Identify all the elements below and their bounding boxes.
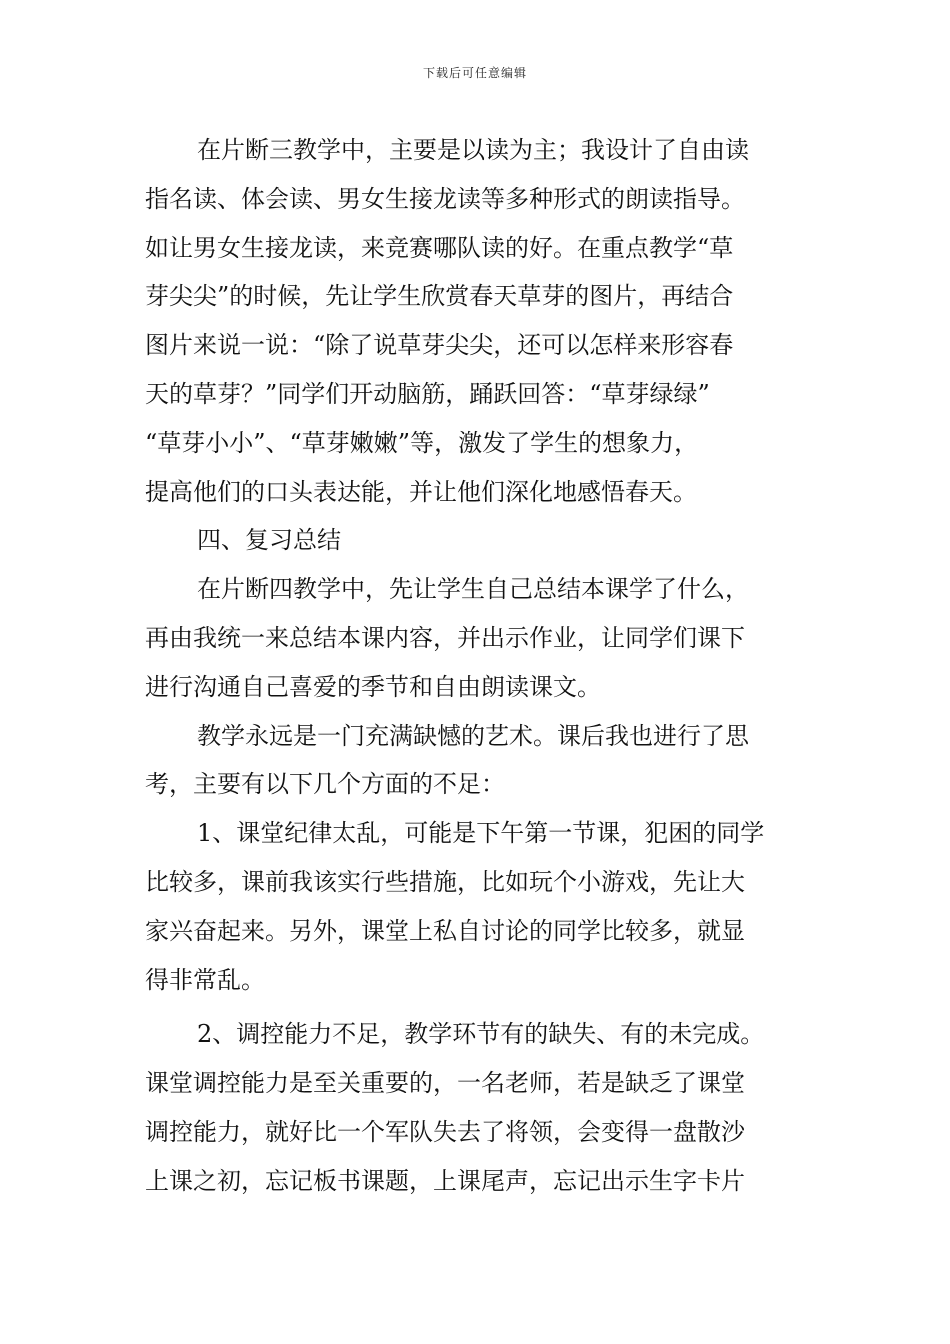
text-line: 比较多，课前我该实行些措施，比如玩个小游戏，先让大	[145, 867, 745, 896]
text-line: 家兴奋起来。另外，课堂上私自讨论的同学比较多，就显	[145, 916, 745, 945]
text-line: 芽尖尖”的时候，先让学生欣赏春天草芽的图片，再结合	[145, 282, 734, 311]
text-line: 上课之初，忘记板书课题，上课尾声，忘记出示生字卡片	[145, 1166, 745, 1195]
text-line: 指名读、体会读、男女生接龙读等多种形式的朗读指导。	[145, 184, 745, 213]
text-line: 调控能力，就好比一个军队失去了将领，会变得一盘散沙	[145, 1117, 745, 1146]
text-line: 教学永远是一门充满缺憾的艺术。课后我也进行了思	[197, 721, 749, 750]
text-line: 图片来说一说：“除了说草芽尖尖，还可以怎样来形容春	[145, 331, 734, 360]
section-heading: 四、复习总结	[197, 526, 341, 555]
text-line: 2、调控能力不足，教学环节有的缺失、有的未完成。	[197, 1020, 765, 1049]
text-line: 在片断四教学中，先让学生自己总结本课学了什么，	[197, 575, 749, 604]
text-line: 再由我统一来总结本课内容，并出示作业，让同学们课下	[145, 623, 745, 652]
text-line: 天的草芽？”同学们开动脑筋，踊跃回答：“草芽绿绿”	[145, 379, 710, 408]
text-line: 1、课堂纪律太乱，可能是下午第一节课，犯困的同学	[197, 819, 765, 848]
text-line: 如让男女生接龙读，来竞赛哪队读的好。在重点教学“草	[145, 233, 734, 262]
text-line: 考，主要有以下几个方面的不足：	[145, 770, 505, 799]
text-line: 提高他们的口头表达能，并让他们深化地感悟春天。	[145, 477, 697, 506]
text-line: 进行沟通自己喜爱的季节和自由朗读课文。	[145, 672, 601, 701]
page-header: 下载后可任意编辑	[422, 66, 527, 80]
text-line: 在片断三教学中，主要是以读为主；我设计了自由读	[197, 136, 749, 164]
text-line: 课堂调控能力是至关重要的，一名老师，若是缺乏了课堂	[145, 1069, 745, 1098]
text-line: “草芽小小”、“草芽嫩嫩”等，激发了学生的想象力，	[145, 428, 699, 457]
text-line: 得非常乱。	[145, 965, 265, 994]
document-body	[145, 126, 810, 1206]
